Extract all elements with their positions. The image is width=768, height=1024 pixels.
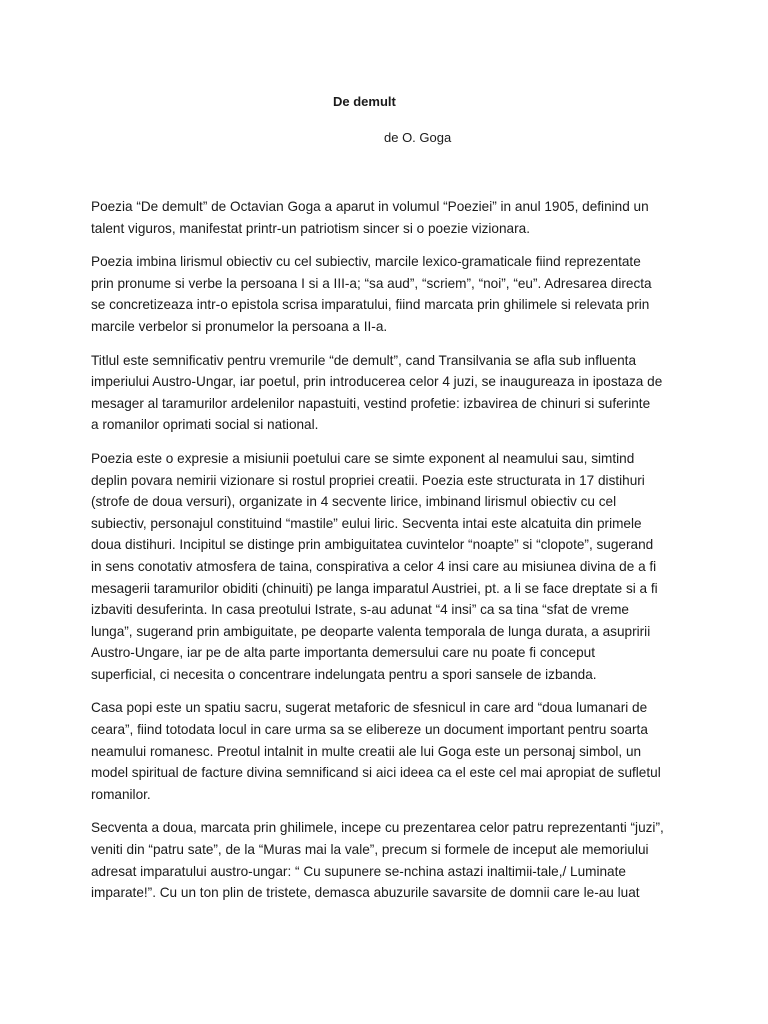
text-line: ceara”, fiind totodata locul in care urma sa se elibereze un document important pentru soarta	[91, 722, 648, 738]
text-line: model spiritual de facture divina semnificand si aici ideea ca el este cel mai apropiat de sufletul	[91, 765, 661, 781]
text-line: Austro-Ungare, iar pe de alta parte importanta demersului care nu poate fi conceput	[91, 645, 596, 661]
text-line: imparate!”. Cu un ton plin de tristete, demasca abuzurile savarsite de domnii care le-au luat	[91, 885, 640, 901]
text-line: Casa popi este un spatiu sacru, sugerat metaforic de sfesnicul in care ard “doua lumanari de	[91, 700, 648, 716]
paragraph	[91, 817, 693, 903]
text-line: se concretizeaza intr-o epistola scrisa imparatului, fiind marcata prin ghilimele si relevata prin	[91, 297, 650, 313]
text-line: superficial, ci necesita o concentrare indelungata pentru a spori sansele de izbanda.	[91, 666, 597, 682]
text-line: imperiului Austro-Ungar, iar poetul, prin introducerea celor 4 juzi, se inaugureaza in ipostaza de	[91, 374, 663, 390]
text-line: mesager al taramurilor ardelenilor napastuiti, vestind profetie: izbavirea de chinuri si suferinte	[91, 395, 651, 411]
text-line: romanilor.	[91, 786, 151, 802]
document-author: de O. Goga	[384, 130, 452, 145]
text-line: doua distihuri. Incipitul se distinge prin ambiguitatea cuvintelor “noapte” si “clopote”, sugerand	[91, 537, 654, 553]
document-body	[91, 196, 693, 916]
text-line: lunga”, sugerand prin ambiguitate, pe deoparte valenta temporala de lunga durata, a asupririi	[91, 623, 651, 639]
text-line: marcile verbelor si pronumelor la persoana a II-a.	[91, 318, 388, 334]
text-line: neamului romanesc. Preotul intalnit in multe creatii ale lui Goga este un personaj simbol, un	[91, 743, 642, 759]
paragraph	[91, 251, 693, 337]
text-line: Secventa a doua, marcata prin ghilimele, incepe cu prezentarea celor patru reprezentanti “juzi”,	[91, 820, 664, 836]
text-line: izbaviti desuferinta. In casa preotului Istrate, s-au adunat “4 insi” ca sa tina “sfat de vreme	[91, 602, 629, 618]
text-line: subiectiv, personajul constituind “mastile” eului liric. Secventa intai este alcatuita din primele	[91, 515, 642, 531]
text-line: Poezia imbina lirismul obiectiv cu cel subiectiv, marcile lexico-gramaticale fiind reprezentate	[91, 254, 641, 270]
paragraph	[91, 448, 693, 686]
text-line: deplin povara nemirii vizionare si rostul propriei creatii. Poezia este structurata in 17 distihuri	[91, 472, 645, 488]
text-line: a romanilor oprimati social si national.	[91, 417, 319, 433]
text-line: prin pronume si verbe la persoana I si a III-a; “sa aud”, “scriem”, “noi”, “eu”. Adresarea directa	[91, 275, 652, 291]
text-line: Poezia “De demult” de Octavian Goga a aparut in volumul “Poeziei” in anul 1905, definind un	[91, 199, 649, 214]
paragraph	[91, 196, 693, 239]
text-line: in sens conotativ atmosfera de taina, conspirativa a celor 4 insi care au misiunea divina de a fi	[91, 558, 657, 574]
text-line: Poezia este o expresie a misiunii poetului care se simte exponent al neamului sau, simtind	[91, 450, 635, 466]
text-line: veniti din “patru sate”, de la “Muras mai la vale”, precum si formele de inceput ale memoriului	[91, 842, 649, 858]
paragraph	[91, 697, 693, 805]
text-line: mesagerii taramurilor obiditi (chinuiti) pe langa imparatul Austriei, pt. a li se face dreptate si a fi	[91, 580, 658, 596]
text-line: adresat imparatului austro-ungar: “ Cu supunere se-nchina astazi inaltimii-tale,/ Luminate	[91, 863, 626, 879]
text-line: talent viguros, manifestat printr-un patriotism sincer si o poezie vizionara.	[91, 220, 530, 236]
document-title: De demult	[333, 94, 396, 109]
text-line: Titlul este semnificativ pentru vremurile “de demult”, cand Transilvania se afla sub influenta	[91, 352, 637, 368]
text-line: (strofe de doua versuri), organizate in 4 secvente lirice, imbinand lirismul obiectiv cu cel	[91, 494, 617, 510]
paragraph	[91, 350, 693, 436]
